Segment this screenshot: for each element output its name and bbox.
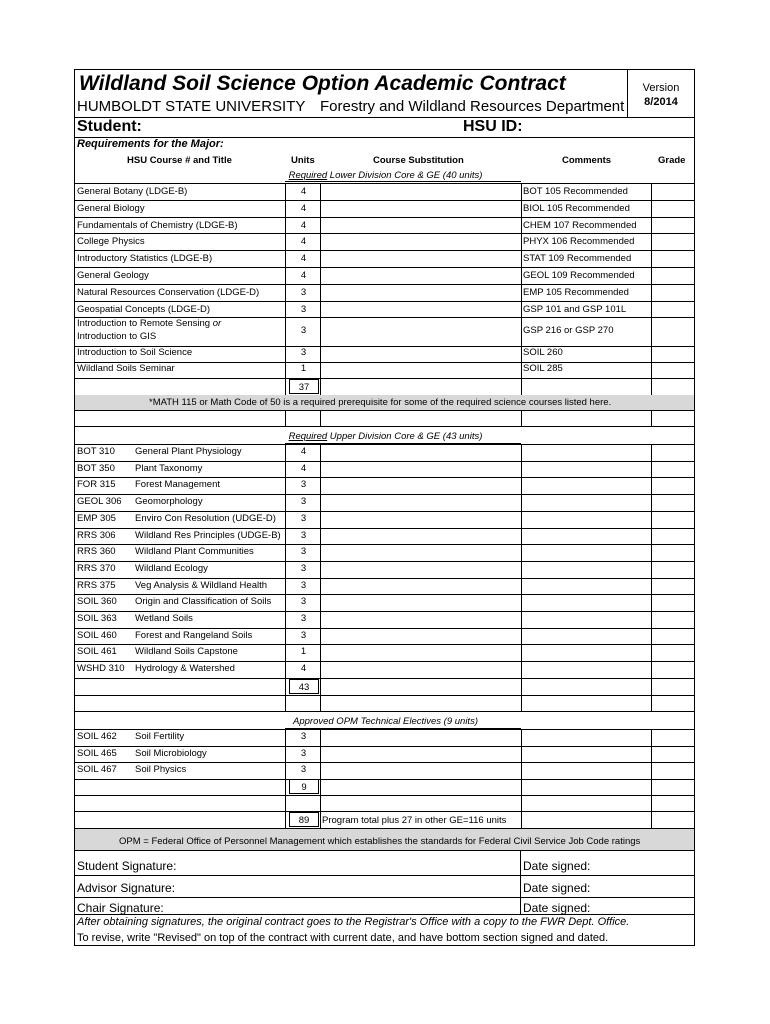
advisor-signature-label: Advisor Signature:: [77, 881, 176, 895]
requirements-label: Requirements for the Major:: [77, 138, 224, 150]
version-date: 8/2014: [644, 96, 678, 108]
program-total-note: Program total plus 27 in other GE=116 units: [322, 815, 507, 826]
footer-revise-note: To revise, write "Revised" on top of the contract with current date, and have bottom section signed and dated.: [77, 932, 609, 944]
advisor-date-label: Date signed:: [523, 881, 591, 895]
upper-division-heading: Required Upper Division Core & GE (43 units): [288, 431, 483, 442]
contract-title: Wildland Soil Science Option Academic Contract: [79, 72, 566, 95]
chair-date-label: Date signed:: [523, 901, 591, 915]
lower-division-heading: Required Lower Division Core & GE (40 units): [288, 170, 483, 181]
electives-total: 9: [289, 779, 319, 794]
col-header-substitution: Course Substitution: [373, 155, 464, 166]
prereq-note: *MATH 115 or Math Code of 50 is a required prerequisite for some of the required science courses listed here.: [149, 397, 612, 408]
opm-note: OPM = Federal Office of Personnel Management which establishes the standards for Federal Civil Service Job Code ratings: [119, 836, 641, 847]
university-name: HUMBOLDT STATE UNIVERSITY: [77, 98, 306, 115]
upper-division-total: 43: [289, 679, 319, 694]
chair-signature-label: Chair Signature:: [77, 901, 164, 915]
col-header-units: Units: [291, 155, 315, 166]
lower-division-total: 37: [289, 379, 319, 394]
program-total: 89: [289, 812, 319, 827]
department-name: Forestry and Wildland Resources Department: [320, 98, 625, 115]
col-header-comments: Comments: [562, 155, 612, 166]
footer-instructions: After obtaining signatures, the original contract goes to the Registrar's Office with a copy to the FWR Dept. Office.: [77, 916, 630, 928]
col-header-course: HSU Course # and Title: [127, 155, 232, 166]
student-label: Student:: [77, 118, 142, 135]
student-signature-label: Student Signature:: [77, 859, 177, 873]
hsu-id-label: HSU ID:: [463, 118, 523, 135]
col-header-grade: Grade: [658, 155, 686, 166]
version-box: [627, 81, 695, 109]
academic-contract-form: Wildland Soil Science Option Academic Contract HUMBOLDT STATE UNIVERSITY Forestry and Wildland Resources Department Version 8/2014 Student: HSU ID: Requirements for the Major: HSU Course # and Title Units Course Substitution Comments Grade Required Lower Division Core & GE (40 units) General Botany (LDGE-B) 4 BOT 105 Recommended General Biology 4 BIOL 105 Recommended Fundamentals of Chemistry (LDGE-B) 4 CHEM 107 Recommended College Physics 4 PHYX 106 Recommended Introductory Statistics (LDGE-B) 4 STAT 109 Recommended General Geology 4 GEOL 109 Recommended Natural Resources Conservation (LDGE-D) 3 EMP 105 Recommended Geospatial Concepts (LDGE-D) 3 GSP 101 and GSP 101L Introduction to Remote Sensing or Introduction to GIS 3 GSP 216 or GSP 270 Introduction to Soil Science 3 SOIL 260 Wildland Soils Seminar 1 SOIL 285 37 *MATH 115 or Math Code of 50 is a required prerequisite for some of the required science courses listed here. Required Upper Division Core & GE (43 units) BOT 310 General Plant Physiology 4 BOT 350 Plant Taxonomy 4 FOR 315 Forest Management 3 GEOL 306 Geomorphology 3 EMP 305 Enviro Con Resolution (UDGE-D) 3 RRS 306 Wildland Res Principles (UDGE-B) 3 RRS 360 Wildland Plant Communities 3 RRS 370 Wildland Ecology 3 RRS 375 Veg Analysis & Wildland Health 3 SOIL 360 Origin and Classification of Soils 3 SOIL 363 Wetland Soils 3 SOIL 460 Forest and Rangeland Soils 3 SOIL 461 Wildland Soils Capstone 1 WSHD 310 Hydrology & Watershed 4 43 Approved OPM Technical Electives (9 units) SOIL 462 Soil Fertility 3 SOIL 465 Soil Microbiology 3 SOIL 467 Soil Physics 3 9 89 Program total plus 27 in other GE=116 units OPM = Federal Office of Personnel Management which establishes the standards for Federal Civil Service Job Code ratings Student Signature: Date signed: Advisor Signature: Date signed: Chair Signature: Date signed: After obtaining signatures, the original contract goes to the Registrar's Office with a copy to the FWR Dept. Office. To revise, write "Revised" on top of the contract with current date, and have bottom section signed and dated.: [74, 69, 695, 946]
student-date-label: Date signed:: [523, 859, 591, 873]
electives-heading: Approved OPM Technical Electives (9 units): [293, 716, 478, 727]
version-label: Version: [642, 82, 680, 94]
